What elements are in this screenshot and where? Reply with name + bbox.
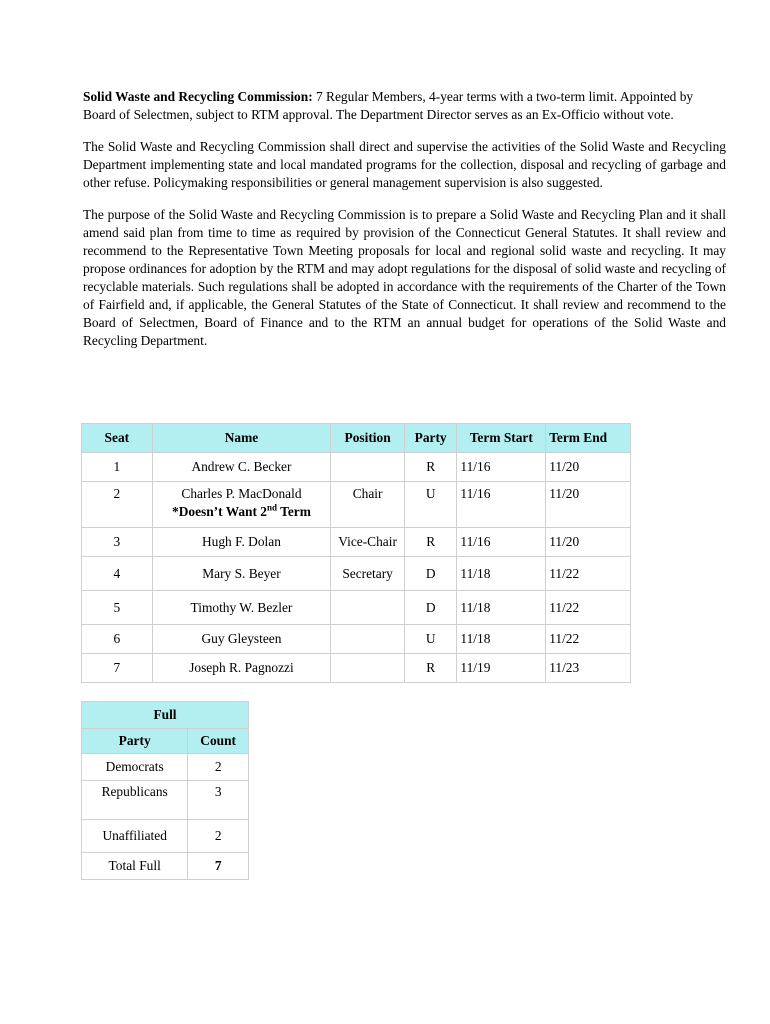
seat-number: 1 — [82, 453, 153, 482]
member-name: Guy Gleysteen — [152, 625, 331, 654]
header-term-start: Term Start — [457, 424, 546, 453]
party-count: 2 — [188, 754, 249, 781]
intro-text: 7 Regular Members, 4-year terms with a two-term limit. Appointed by Board of Selectmen, subject to RTM approval. The Department Director serves as an Ex-Officio without vote. — [83, 89, 694, 122]
party-count-table — [81, 701, 249, 880]
term-start: 11/16 — [457, 482, 546, 528]
intro-paragraph — [83, 88, 726, 124]
party-table-header — [82, 729, 249, 754]
member-name: Joseph R. Pagnozzi — [152, 654, 331, 683]
seat-number: 7 — [82, 654, 153, 683]
member-name: Mary S. Beyer — [152, 557, 331, 591]
term-end: 11/22 — [546, 557, 631, 591]
member-name: Andrew C. Becker — [152, 453, 331, 482]
party-name: Republicans — [82, 781, 188, 820]
purpose-paragraph: The purpose of the Solid Waste and Recycling Commission is to prepare a Solid Waste and Recycling Plan and it shall amend said plan from time to time as required by provision of the Connecticut General Statutes. It shall review and recommend to the Representative Town Meeting proposals for local and regional solid waste and recycling. It may propose ordinances for adoption by the RTM and may adopt regulations for the disposal of solid waste and recycling of recyclable materials. Such regulations shall be adopted in accordance with the requirements of the Charter of the Town of Fairfield and, if applicable, the General Statutes of the State of Connecticut. It shall review and recommend to the Board of Selectmen, Board of Finance and to the RTM an annual budget for operations of the Solid Waste and Recycling Department. — [83, 207, 726, 348]
member-party: D — [404, 591, 456, 625]
member-position — [331, 591, 405, 625]
seat-number: 3 — [82, 528, 153, 557]
member-name: Hugh F. Dolan — [152, 528, 331, 557]
note-superscript: nd — [267, 502, 278, 513]
header-party: Party — [82, 729, 188, 754]
seat-table — [81, 423, 631, 683]
duties-paragraph: The Solid Waste and Recycling Commission shall direct and supervise the activities of the Solid Waste and Recycling Department implementing state and local mandated programs for the collection, disposal and recycling of garbage and other refuse. Policymaking responsibilities or general management supervision is also suggested. — [83, 139, 726, 190]
table-row — [82, 453, 631, 482]
member-party: U — [404, 625, 456, 654]
seat-table-header — [82, 424, 631, 453]
term-start: 11/16 — [457, 528, 546, 557]
member-position: Vice-Chair — [331, 528, 405, 557]
member-party: D — [404, 557, 456, 591]
member-name: Timothy W. Bezler — [152, 591, 331, 625]
party-table-title-row — [82, 702, 249, 729]
party-name: Democrats — [82, 754, 188, 781]
member-position — [331, 625, 405, 654]
table-row — [82, 557, 631, 591]
member-party: U — [404, 482, 456, 528]
header-position: Position — [331, 424, 405, 453]
member-position — [331, 453, 405, 482]
table-row — [82, 853, 249, 880]
header-name: Name — [152, 424, 331, 453]
table-row — [82, 754, 249, 781]
seat-number: 5 — [82, 591, 153, 625]
term-start: 11/18 — [457, 625, 546, 654]
party-table-title: Full — [82, 702, 249, 729]
member-party: R — [404, 654, 456, 683]
table-row — [82, 820, 249, 853]
member-position: Chair — [331, 482, 405, 528]
term-end: 11/20 — [546, 482, 631, 528]
seat-number: 6 — [82, 625, 153, 654]
note-text-end: Term — [277, 504, 311, 519]
term-start: 11/18 — [457, 557, 546, 591]
term-start: 11/16 — [457, 453, 546, 482]
table-row — [82, 482, 631, 528]
member-party: R — [404, 528, 456, 557]
term-end: 11/20 — [546, 528, 631, 557]
term-end: 11/23 — [546, 654, 631, 683]
note-text: *Doesn’t Want 2 — [172, 504, 267, 519]
table-row — [82, 781, 249, 820]
member-party: R — [404, 453, 456, 482]
header-count: Count — [188, 729, 249, 754]
member-name: Charles P. MacDonald — [181, 486, 302, 501]
party-total-count: 7 — [188, 853, 249, 880]
term-start: 11/18 — [457, 591, 546, 625]
party-count: 2 — [188, 820, 249, 853]
member-position — [331, 654, 405, 683]
document-body — [83, 88, 726, 364]
seat-number: 2 — [82, 482, 153, 528]
party-name: Total Full — [82, 853, 188, 880]
party-count: 3 — [188, 781, 249, 820]
term-end: 11/22 — [546, 625, 631, 654]
member-note — [156, 503, 328, 521]
table-row — [82, 625, 631, 654]
header-term-end: Term End — [546, 424, 631, 453]
term-end: 11/22 — [546, 591, 631, 625]
table-row — [82, 591, 631, 625]
header-seat: Seat — [82, 424, 153, 453]
member-name-cell — [152, 482, 331, 528]
party-name: Unaffiliated — [82, 820, 188, 853]
term-end: 11/20 — [546, 453, 631, 482]
member-position: Secretary — [331, 557, 405, 591]
table-row — [82, 528, 631, 557]
term-start: 11/19 — [457, 654, 546, 683]
header-party: Party — [404, 424, 456, 453]
commission-heading: Solid Waste and Recycling Commission: — [83, 89, 313, 104]
seat-number: 4 — [82, 557, 153, 591]
table-row — [82, 654, 631, 683]
